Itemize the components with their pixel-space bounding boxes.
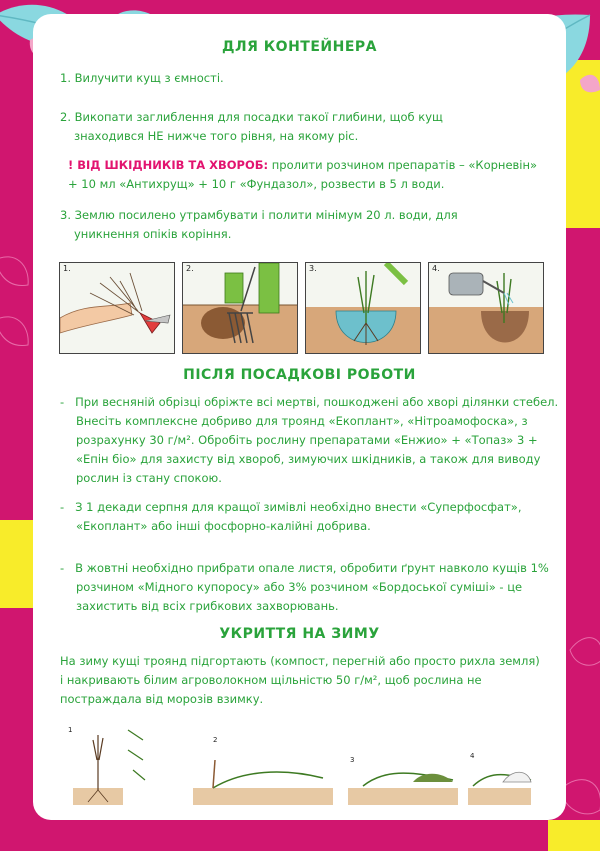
winter-step-1-number: 1: [68, 726, 73, 734]
planting-illustration-4: [428, 262, 544, 354]
planting-illustration-2: [182, 262, 298, 354]
step-3-number: 3.: [60, 208, 71, 222]
watering-icon: [429, 263, 543, 353]
planting-illustration-3: [305, 262, 421, 354]
step-1: [60, 69, 550, 88]
step-3-text: Землю посилено утрамбувати і полити мінімум 20 л. води, для уникнення опіків коріння.: [74, 208, 458, 241]
winter-text: На зиму кущі троянд підгортають (компост, перегній або просто рихла земля) і накривають білим агроволокном щільністю 50 г/м², щоб рослина не постраждала від морозів взимку.: [60, 654, 540, 706]
after-item-2: - З 1 декади серпня для кращої зимівлі необхідно внести «Суперфосфат», «Екоплант» або інші фосфорно-калійні добрива.: [60, 500, 522, 533]
step-2-number: 2.: [60, 110, 71, 124]
illustration-3-number: 3.: [309, 264, 317, 273]
illustration-1-number: 1.: [63, 264, 71, 273]
after-planting-title: ПІСЛЯ ПОСАДКОВІ РОБОТИ: [183, 367, 416, 383]
illustration-4-number: 4.: [432, 264, 440, 273]
pest-warning: [68, 156, 538, 194]
winter-step-1-icon: [68, 726, 145, 805]
after-item-3: - В жовтні необхідно прибрати опале листя, обробити ґрунт навколо кущів 1% розчином «Мідного купоросу» або 3% розчином «Бордоської суміші» - це захистить від всіх грибкових захворювань.: [60, 561, 549, 613]
winter-step-3-icon: [348, 756, 458, 805]
pest-warning-label: ! ВІД ШКІДНИКІВ ТА ХВОРОБ:: [68, 158, 269, 172]
winter-step-2-number: 2: [213, 736, 218, 744]
step-1-text: Вилучити кущ з ємності.: [74, 71, 224, 85]
digging-fork-icon: [183, 263, 297, 353]
step-1-number: 1.: [60, 71, 71, 85]
after-item-2-text: З 1 декади серпня для кращої зимівлі необхідно внести «Суперфосфат», «Екоплант» або інші фосфорно-калійні добрива.: [75, 500, 522, 533]
winter-step-4-icon: [468, 752, 531, 805]
container-title: ДЛЯ КОНТЕЙНЕРА: [221, 39, 378, 55]
step-2-text: Викопати заглиблення для посадки такої глибини, щоб кущ знаходився НЕ нижче того рівня, на якому ріс.: [74, 110, 443, 143]
leaf-outline-left-icon: [0, 240, 34, 360]
winter-step-2-icon: [193, 736, 333, 805]
winter-step-4-number: 4: [470, 752, 475, 760]
step-2: [60, 108, 494, 146]
placing-bush-icon: [306, 263, 420, 353]
pruning-roots-icon: [60, 263, 174, 353]
after-item-1-text: При весняній обрізці обріжте всі мертві, пошкоджені або хворі ділянки стебел. Внесіть комплексне добриво для троянд «Екоплант», «Нітроамофоска», з розрахунку 30 г/м². Обробіть рослину препаратами «Енжио» + «Топаз» 3 + «Епін біо» для захисту від хвороб, зимуючих шкідників, а також для виводу рослин із стану спокою.: [75, 395, 559, 485]
yellow-strip-left: [0, 520, 36, 608]
winter-title: УКРИТТЯ НА ЗИМУ: [219, 626, 380, 642]
content-card: [33, 14, 566, 820]
after-item-1: - При весняній обрізці обріжте всі мертві, пошкоджені або хворі ділянки стебел. Внесіть комплексне добриво для троянд «Екоплант», «Нітроамофоска», з розрахунку 30 г/м². Обробіть рослину препаратами «Енжио» + «Топаз» 3 + «Епін біо» для захисту від хвороб, зимуючих шкідників, а також для виводу рослин із стану спокою.: [60, 395, 559, 485]
pest-warning-text: пролити розчином препаратів – «Корневін» + 10 мл «Антихрущ» + 10 г «Фундазол», розвести в 5 л води.: [68, 158, 538, 191]
step-3: [60, 206, 514, 244]
winter-step-3-number: 3: [350, 756, 355, 764]
planting-illustration-1: [59, 262, 175, 354]
illustration-2-number: 2.: [186, 264, 194, 273]
winter-cover-illustrations: [63, 720, 533, 810]
after-item-3-text: В жовтні необхідно прибрати опале листя, обробити ґрунт навколо кущів 1% розчином «Мідного купоросу» або 3% розчином «Бордоської суміші» - це захистить від всіх грибкових захворювань.: [75, 561, 549, 613]
